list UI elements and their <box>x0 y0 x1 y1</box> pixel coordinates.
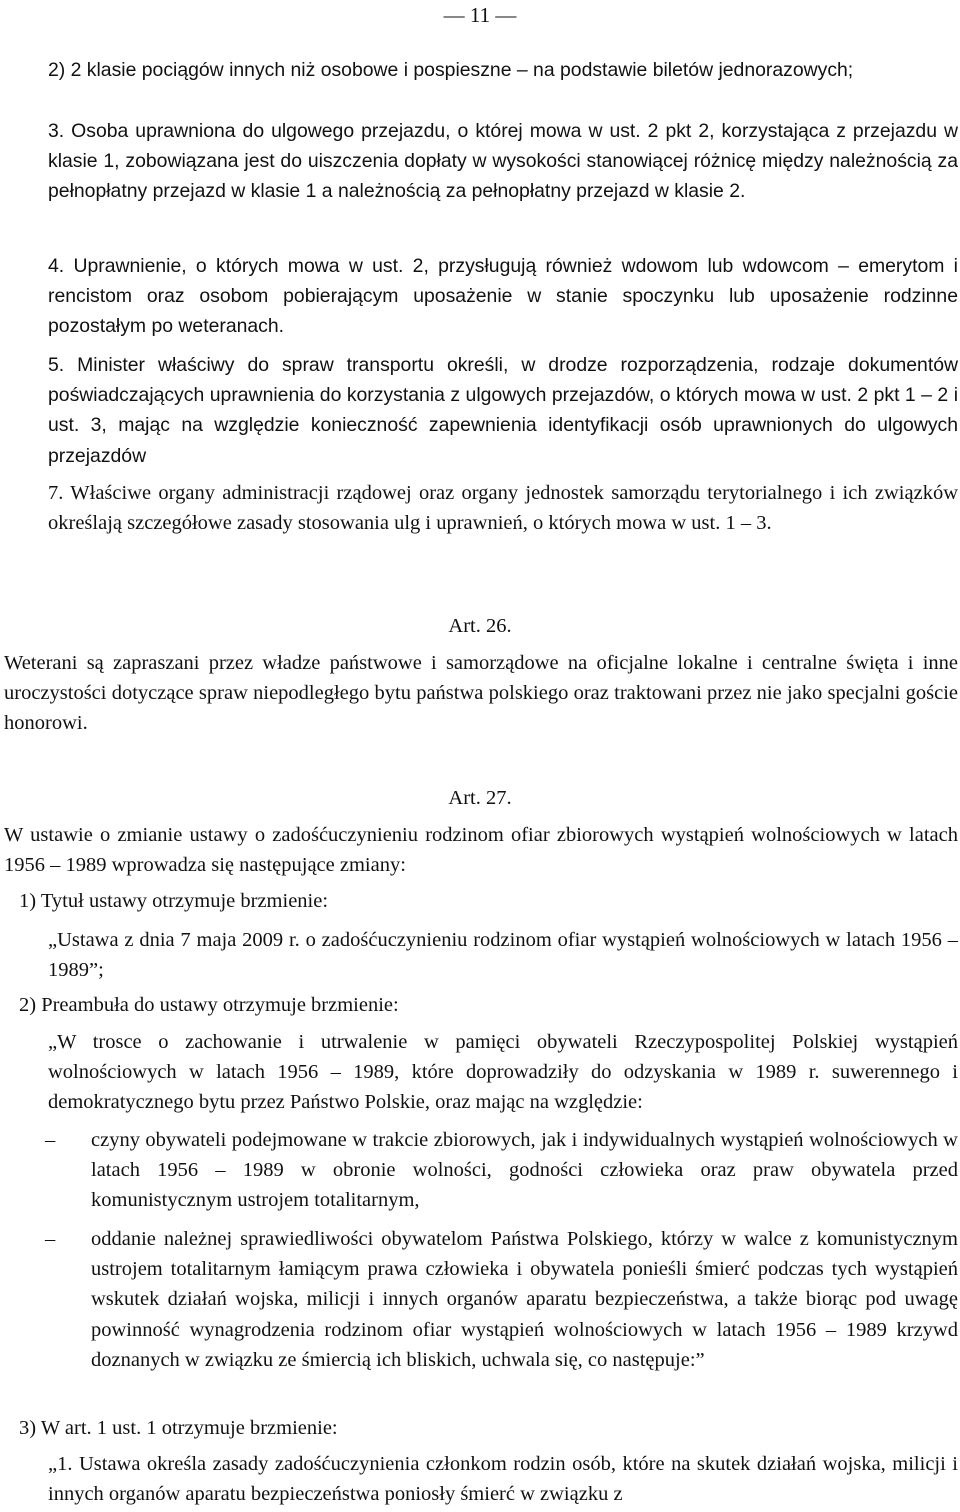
paragraph-text: W ustawie o zmianie ustawy o zadośćuczynieniu rodzinom ofiar zbiorowych wystąpień wolnościowych w latach 1956 – 1989 wprowadza się następujące zmiany: <box>4 824 958 877</box>
page-number: — 11 — <box>443 3 517 27</box>
paragraph-text: 2) 2 klasie pociągów innych niż osobowe i pospieszne – na podstawie biletów jednorazowych; <box>48 59 854 81</box>
item-3-label <box>19 1413 919 1443</box>
paragraph-text: 4. Uprawnienie, o których mowa w ust. 2, przysługują również wdowom lub wdowcom – emerytom i rencistom oraz osobom pobierającym uposażenie w stanie spoczynku lub uposażenie rodzinne pozostałym po weteranach. <box>48 255 958 338</box>
paragraph-text: oddanie należnej sprawiedliwości obywatelom Państwa Polskiego, którzy w walce z komunistycznym ustrojem totalitarnym łamiącym prawa człowieka i obywatela ponieśli śmierć podczas tych wystąpień wskutek działań wojska, milicji i innych organów aparatu bezpieczeństwa, a także biorąc pod uwagę powinność wynagrodzenia rodzinom ofiar wystąpień wolnościowych w latach 1956 – 1989 krzywd doznanych w związku ze śmiercią ich bliskich, uchwala się, co następuje:” <box>91 1228 958 1371</box>
paragraph-text: Weterani są zapraszani przez władze państwowe i samorządowe na oficjalne lokalne i centralne święta i inne uroczystości dotyczące spraw niepodległego bytu państwa polskiego oraz traktowani przez nie jako specjalni goście honorowi. <box>4 652 958 735</box>
paragraph-text: 5. Minister właściwy do spraw transportu określi, w drodze rozporządzenia, rodzaje dokumentów poświadczających uprawnienia do korzystania z ulgowych przejazdów, o których mowa w ust. 2 pkt 1 – 2 i ust. 3, mając na względzie konieczność zapewnienia identyfikacji osób uprawnionych do ulgowych przejazdów <box>48 354 958 467</box>
paragraph-text: czyny obywateli podejmowane w trakcie zbiorowych, jak i indywidualnych wystąpień wolnościowych w latach 1956 – 1989 w obronie wolności, godności człowieka oraz praw obywatela przed komunistycznym ustrojem totalitarnym, <box>91 1129 958 1212</box>
article-26-text <box>4 648 958 739</box>
item-2-quote <box>48 1027 958 1118</box>
paragraph-text: 2) Preambuła do ustawy otrzymuje brzmienie: <box>19 994 399 1016</box>
art25-para2-item2 <box>48 55 958 85</box>
dash-bullet: – <box>45 1129 56 1151</box>
paragraph-text: 1) Tytuł ustawy otrzymuje brzmienie: <box>19 890 329 912</box>
paragraph-text: „W trosce o zachowanie i utrwalenie w pamięci obywateli Rzeczypospolitej Polskiej wystąpień wolnościowych w latach 1956 – 1989, które doprowadziły do odzyskania w 1989 r. suwerennego i demokratycznego bytu przez Państwo Polskie, oraz mając na względzie: <box>48 1031 958 1114</box>
item-1-label <box>19 886 919 916</box>
item-2-label <box>19 990 919 1020</box>
item-1-quote <box>48 925 958 985</box>
item-3-quote <box>48 1449 958 1509</box>
art25-para7 <box>48 478 958 538</box>
paragraph-text: 3. Osoba uprawniona do ulgowego przejazdu, o której mowa w ust. 2 pkt 2, korzystająca z przejazdu w klasie 1, zobowiązana jest do uiszczenia dopłaty w wysokości stanowiącej różnicę między należnością za pełnopłatny przejazd w klasie 1 a należnością za pełnopłatny przejazd w klasie 2. <box>48 120 958 203</box>
dash-bullet: – <box>45 1228 56 1250</box>
article-27-intro <box>4 820 958 880</box>
art25-para4 <box>48 251 958 342</box>
dash-item-1 <box>45 1125 958 1216</box>
paragraph-text: „Ustawa z dnia 7 maja 2009 r. o zadośćuczynieniu rodzinom ofiar wystąpień wolnościowych w latach 1956 – 1989”; <box>48 929 958 982</box>
dash-item-2 <box>45 1224 958 1375</box>
article-27-heading: Art. 27. <box>448 787 512 809</box>
article-26-heading: Art. 26. <box>448 615 512 637</box>
art25-para3 <box>48 116 958 207</box>
paragraph-text: 7. Właściwe organy administracji rządowej oraz organy jednostek samorządu terytorialnego i ich związków określają szczegółowe zasady stosowania ulg i uprawnień, o których mowa w ust. 1 – 3. <box>48 482 958 535</box>
paragraph-text: 3) W art. 1 ust. 1 otrzymuje brzmienie: <box>19 1417 338 1439</box>
paragraph-text: „1. Ustawa określa zasady zadośćuczynienia członkom rodzin osób, które na skutek działań wojska, milicji i innych organów aparatu bezpieczeństwa poniosły śmierć w związku z <box>48 1453 958 1506</box>
art25-para5 <box>48 350 958 471</box>
